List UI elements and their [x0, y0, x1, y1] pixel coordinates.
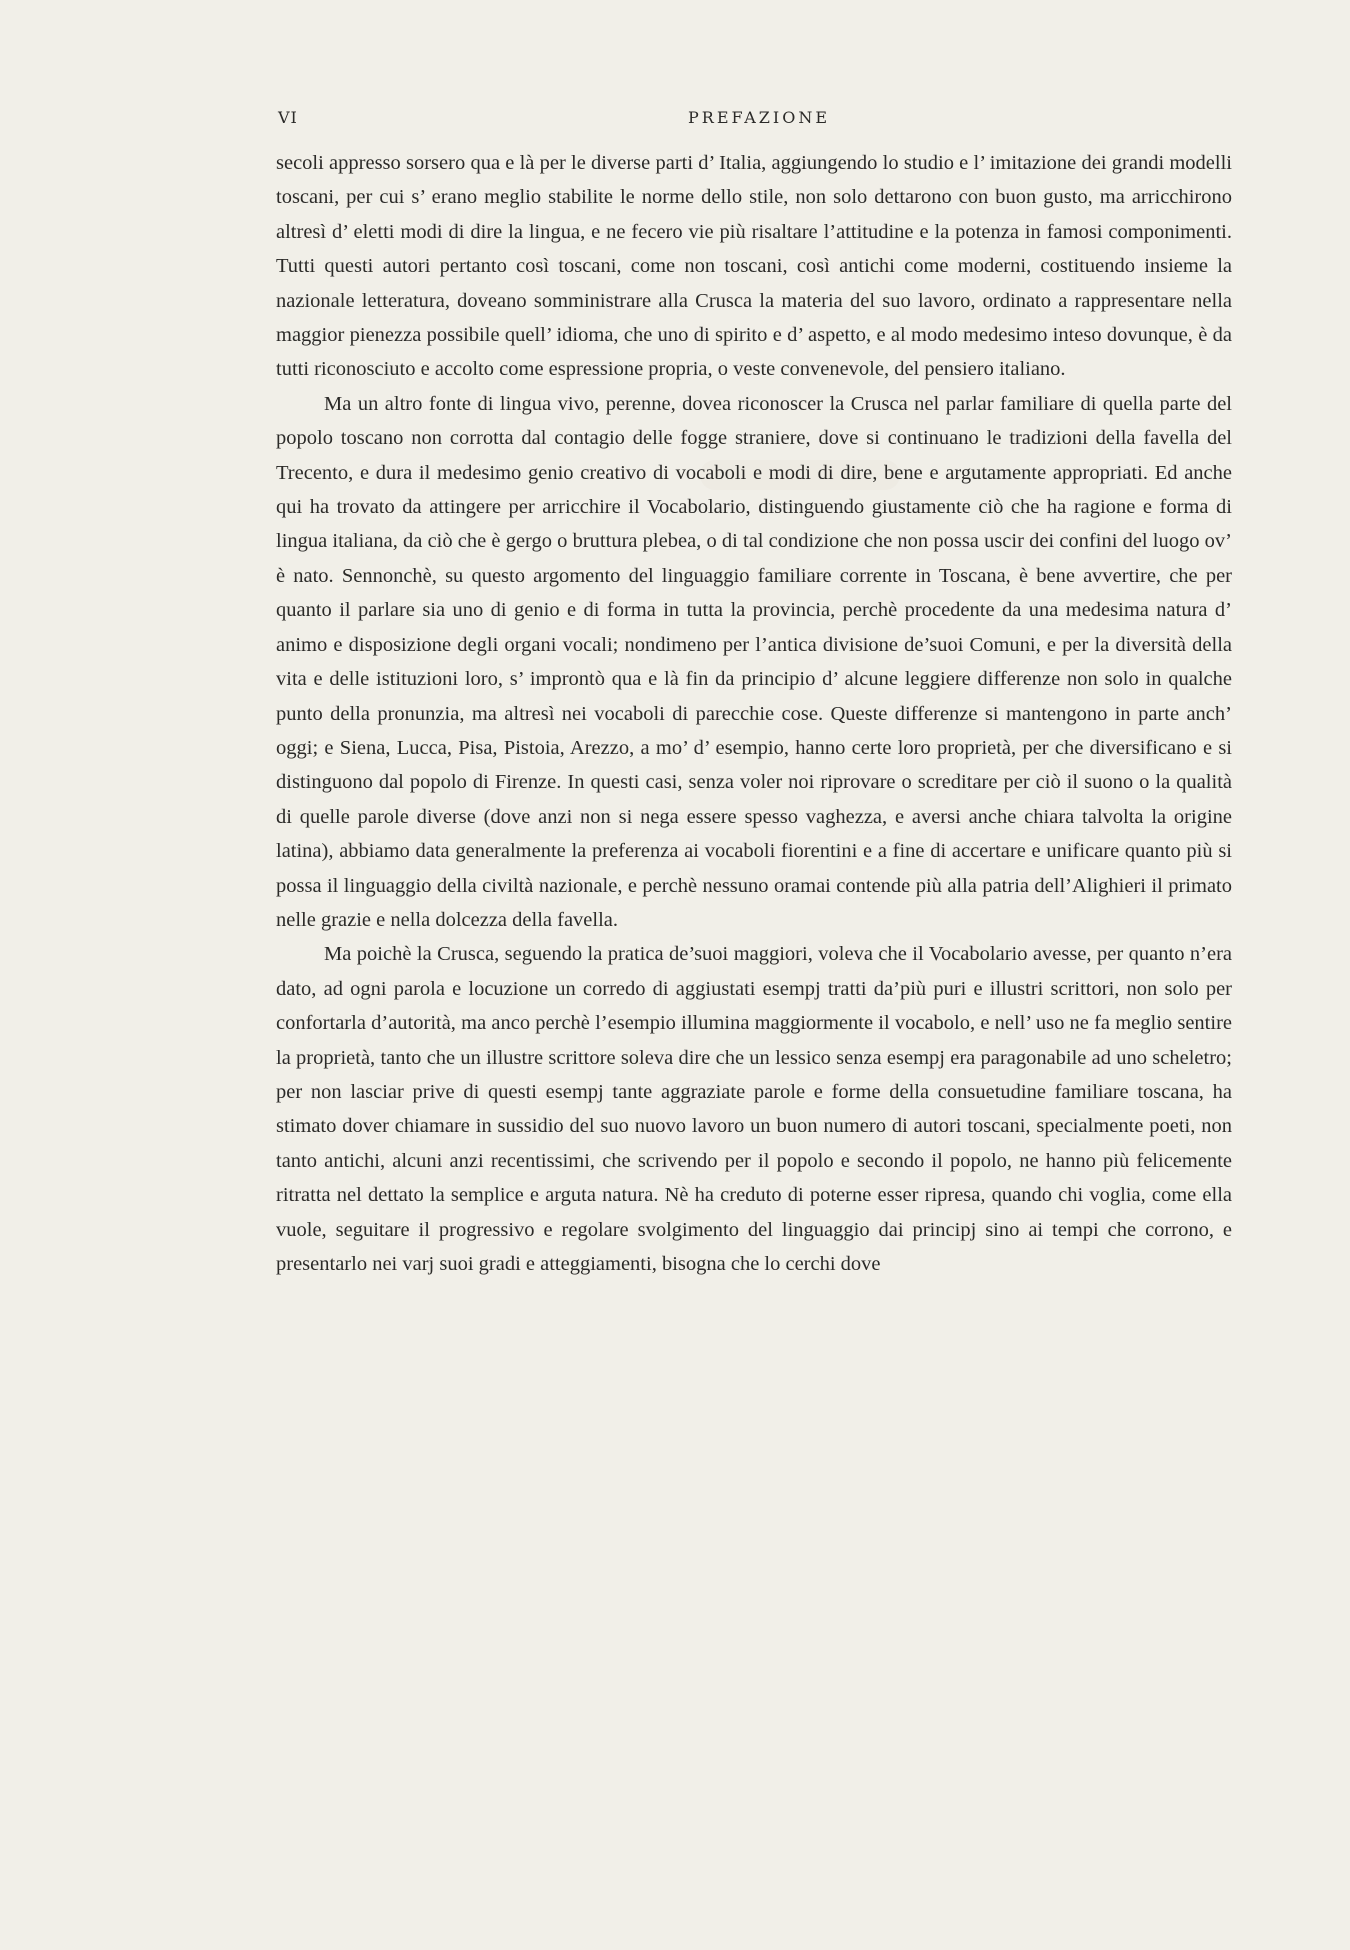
page-header — [278, 108, 830, 134]
paragraph-1: secoli appresso sorsero qua e là per le diverse parti d’ Italia, aggiungendo lo studio e l’ imitazione dei grandi modelli toscani, per cui s’ erano meglio stabilite le norme dello stile, non solo dettarono con buon gusto, ma arricchirono altresì d’ eletti modi di dire la lingua, e ne fecero vie più risaltare l’attitudine e la potenza in famosi componimenti. Tutti questi autori pertanto così toscani, come non toscani, così antichi come moderni, costituendo insieme la nazionale letteratura, doveano somministrare alla Crusca la materia del suo lavoro, ordinato a rappresentare nella maggior pienezza possibile quell’ idioma, che uno di spirito e d’ aspetto, e al modo medesimo inteso dovunque, è da tutti riconosciuto e accolto come espressione propria, o veste convenevole, del pensiero italiano. — [276, 152, 1232, 381]
paragraph-3: Ma poichè la Crusca, seguendo la pratica de’suoi maggiori, voleva che il Vocabolario avesse, per quanto n’era dato, ad ogni parola e locuzione un corredo di aggiustati esempj tratti da’più puri e illustri scrittori, non solo per confortarla d’autorità, ma anco perchè l’esempio illumina maggiormente il vocabolo, e nell’ uso ne fa meglio sentire la proprietà, tanto che un illustre scrittore soleva dire che un lessico senza esempj era paragonabile ad uno scheletro; per non lasciar prive di questi esempj tante aggraziate parole e forme della consuetudine familiare toscana, ha stimato dover chiamare in sussidio del suo nuovo lavoro un buon numero di autori toscani, specialmente poeti, non tanto antichi, alcuni anzi recentissimi, che scrivendo per il popolo e secondo il popolo, ne hanno più felicemente ritratta nel dettato la semplice e arguta natura. Nè ha creduto di poterne esser ripresa, quando chi voglia, come ella vuole, seguitare il progressivo e regolare svolgimento del linguaggio dai principj sino ai tempi che corrono, e presentarlo nei varj suoi gradi e atteggiamenti, bisogna che lo cerchi dove — [276, 943, 1232, 1275]
paragraph-2: Ma un altro fonte di lingua vivo, perenne, dovea riconoscer la Crusca nel parlar familiare di quella parte del popolo toscano non corrotta dal contagio delle fogge straniere, dove si continuano le tradizioni della favella del Trecento, e dura il medesimo genio creativo di vocaboli e modi di dire, bene e argutamente appropriati. Ed anche qui ha trovato da attingere per arricchire il Vocabolario, distinguendo giustamente ciò che ha ragione e forma di lingua italiana, da ciò che è gergo o bruttura plebea, o di tal condizione che non possa uscir dei confini del luogo ov’ è nato. Sennonchè, su questo argomento del linguaggio familiare corrente in Toscana, è bene avvertire, che per quanto il parlare sia uno di genio e di forma in tutta la provincia, perchè procedente da una medesima natura d’ animo e disposizione degli organi vocali; nondimeno per l’antica divisione de’suoi Comuni, e per la diversità della vita e delle istituzioni loro, s’ improntò qua e là fin da principio d’ alcune leggiere differenze non solo in qualche punto della pronunzia, ma altresì nei vocaboli di parecchie cose. Queste differenze si mantengono in parte anch’ oggi; e Siena, Lucca, Pisa, Pistoia, Arezzo, a mo’ d’ esempio, hanno certe loro proprietà, per che diversificano e si distinguono dal popolo di Firenze. In questi casi, senza voler noi riprovare o screditare per ciò il suono o la qualità di quelle parole diverse (dove anzi non si nega essere spesso vaghezza, e aversi anche chiara talvolta la origine latina), abbiamo data generalmente la preferenza ai vocaboli fiorentini e a fine di accertare e unificare quanto più si possa il linguaggio della civiltà nazionale, e perchè nessuno oramai contende più alla patria dell’Alighieri il primato nelle grazie e nella dolcezza della favella. — [276, 392, 1232, 931]
page-number: VI — [278, 108, 298, 127]
running-title: PREFAZIONE — [688, 108, 830, 127]
body-text — [276, 146, 1232, 1281]
